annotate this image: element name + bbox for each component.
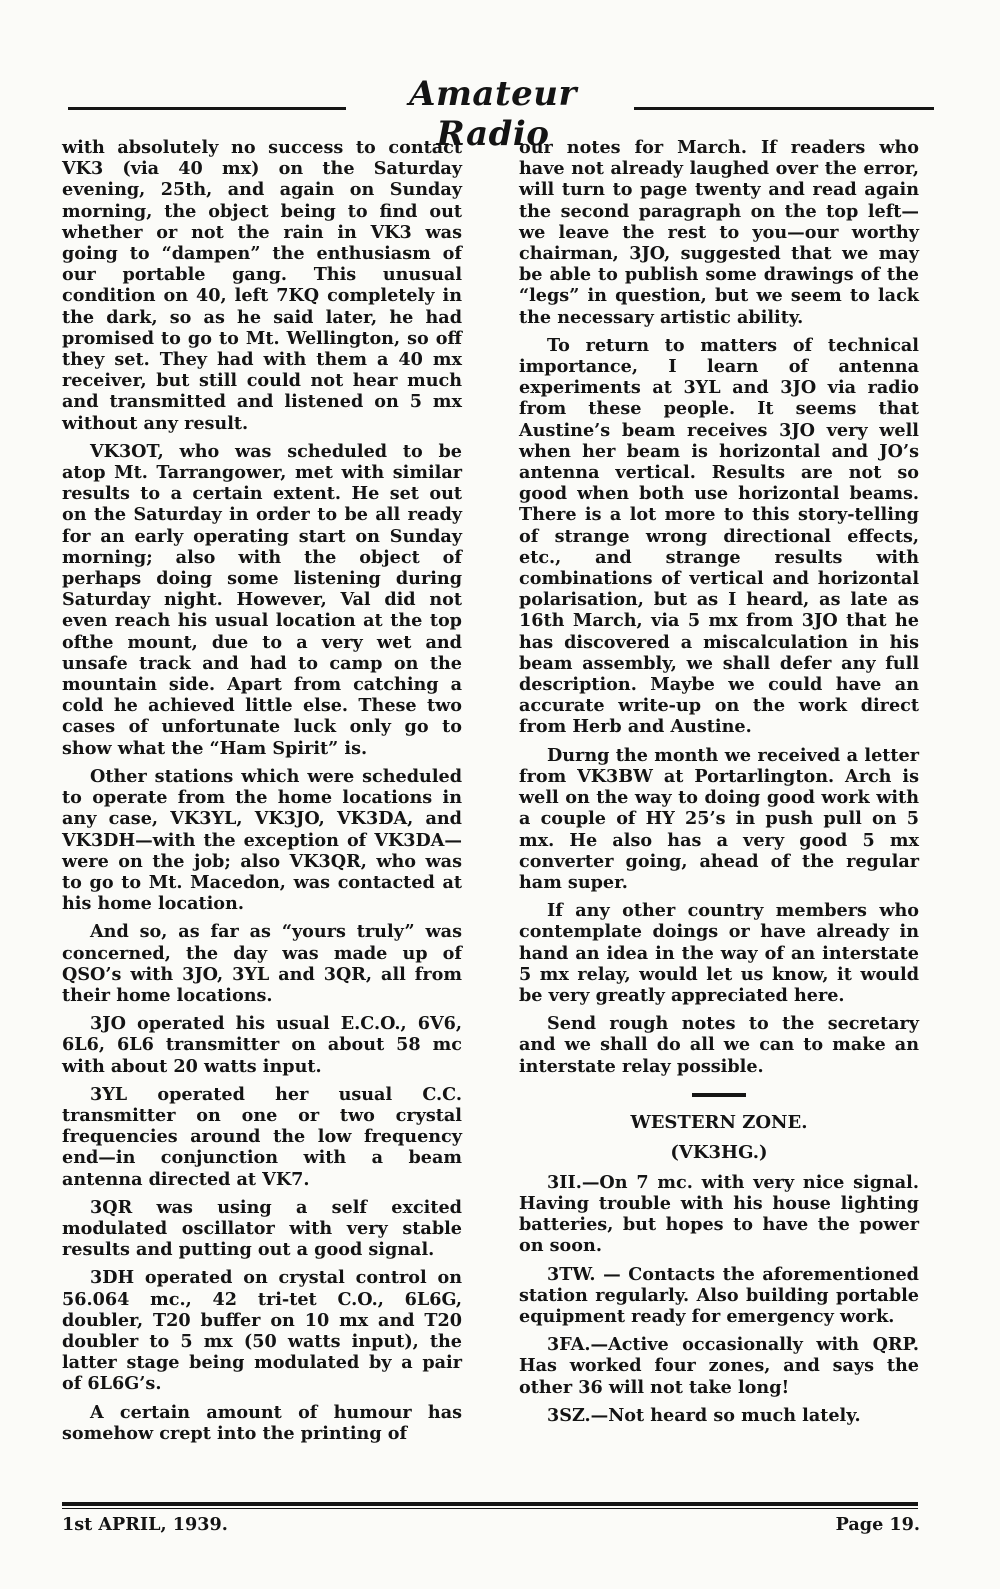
masthead-rule-left: [68, 107, 346, 110]
paragraph: 3DH operated on crystal control on 56.064 mc., 42 tri-tet C.O., 6L6G, doubler, T20 buffer on 10 mx and T20 doubler to 5 mx (50 watts input), the latter stage being modulated by a pair of 6L6G’s.: [62, 1267, 462, 1395]
paragraph: 3YL operated her usual C.C. transmitter on one or two crystal frequencies around the low frequency end—in conjunction with a beam antenna directed at VK7.: [62, 1083, 462, 1190]
left-column: [62, 137, 462, 1451]
zone-title: WESTERN ZONE.: [630, 1111, 808, 1133]
paragraph: If any other country members who contemplate doings or have already in hand an idea in the way of an interstate 5 mx relay, would let us know, it would be very greatly appreciated here.: [519, 900, 919, 1006]
masthead-logo: Amateur Radio: [409, 74, 577, 154]
zone-item: 3TW. — Contacts the aforementioned station regularly. Also building portable equipment ready for emergency work.: [519, 1263, 919, 1327]
footer-date: 1st APRIL, 1939.: [62, 1514, 228, 1535]
zone-item: 3II.—On 7 mc. with very nice signal. Having trouble with his house lighting batteries, but hopes to have the power on soon.: [519, 1171, 919, 1257]
footer-rule: [62, 1502, 918, 1506]
paragraph: with absolutely no success to contact VK3 (via 40 mx) on the Saturday evening, 25th, and again on Sunday morning, the object being to find out whether or not the rain in VK3 was going to “dampen” the enthusiasm of our portable gang. This unusual condition on 40, left 7KQ completely in the dark, so as he said later, he had promised to go to Mt. Wellington, so off they set. They had with them a 40 mx receiver, but still could not hear much and transmitted and listened on 5 mx without any result.: [62, 137, 462, 434]
right-column: [519, 137, 919, 1433]
masthead-rule-right: [634, 107, 934, 110]
paragraph: Other stations which were scheduled to operate from the home locations in any case, VK3YL, VK3JO, VK3DA, and VK3DH—with the exception of VK3DA—were on the job; also VK3QR, who was to go to Mt. Macedon, was contacted at his home location.: [62, 765, 462, 915]
zone-item: 3FA.—Active occasionally with QRP. Has worked four zones, and says the other 36 will not take long!: [519, 1334, 919, 1398]
masthead: [68, 74, 934, 154]
footer-page-number: Page 19.: [835, 1514, 920, 1535]
zone-subtitle: (VK3HG.): [670, 1141, 768, 1163]
paragraph: Durng the month we received a letter from VK3BW at Portarlington. Arch is well on the way to doing good work with a couple of HY 25’s in push pull on 5 mx. He also has a very good 5 mx converter going, ahead of the regular ham super.: [519, 744, 919, 893]
paragraph: And so, as far as “yours truly” was concerned, the day was made up of QSO’s with 3JO, 3YL and 3QR, all from their home locations.: [62, 921, 462, 1006]
paragraph: A certain amount of humour has somehow crept into the printing of: [62, 1401, 462, 1444]
paragraph: To return to matters of technical importance, I learn of antenna experiments at 3YL and 3JO via radio from these people. It seems that Austine’s beam receives 3JO very well when her beam is horizontal and JO’s antenna vertical. Results are not so good when both use horizontal beams. There is a lot more to this story-telling of strange wrong directional effects, etc., and strange results with combinations of vertical and horizontal polarisation, but as I heard, as late as 16th March, via 5 mx from 3JO that he has discovered a miscalculation in his beam assembly, we shall defer any full description. Maybe we could have an accurate write-up on the work direct from Herb and Austine.: [519, 334, 919, 738]
paragraph: VK3OT, who was scheduled to be atop Mt. Tarrangower, met with similar results to a certain extent. He set out on the Saturday in order to be all ready for an early operating start on Sunday morning; also with the object of perhaps doing some listening during Saturday night. However, Val did not even reach his usual location at the top ofthe mount, due to a very wet and unsafe track and had to camp on the mountain side. Apart from catching a cold he achieved little else. These two cases of unfortunate luck only go to show what the “Ham Spirit” is.: [62, 440, 462, 759]
section-divider: [692, 1093, 746, 1097]
paragraph: Send rough notes to the secretary and we shall do all we can to make an interstate relay possible.: [519, 1013, 919, 1077]
paragraph: 3QR was using a self excited modulated oscillator with very stable results and putting out a good signal.: [62, 1196, 462, 1261]
zone-item: 3SZ.—Not heard so much lately.: [547, 1404, 861, 1426]
paragraph: 3JO operated his usual E.C.O., 6V6, 6L6, 6L6 transmitter on about 58 mc with about 20 watts input.: [62, 1013, 462, 1077]
footer-rule-thin: [62, 1508, 918, 1509]
paragraph: our notes for March. If readers who have not already laughed over the error, will turn to page twenty and read again the second paragraph on the top left—we leave the rest to you—our worthy chairman, 3JO, suggested that we may be able to publish some drawings of the “legs” in question, but we seem to lack the necessary artistic ability.: [519, 137, 919, 328]
